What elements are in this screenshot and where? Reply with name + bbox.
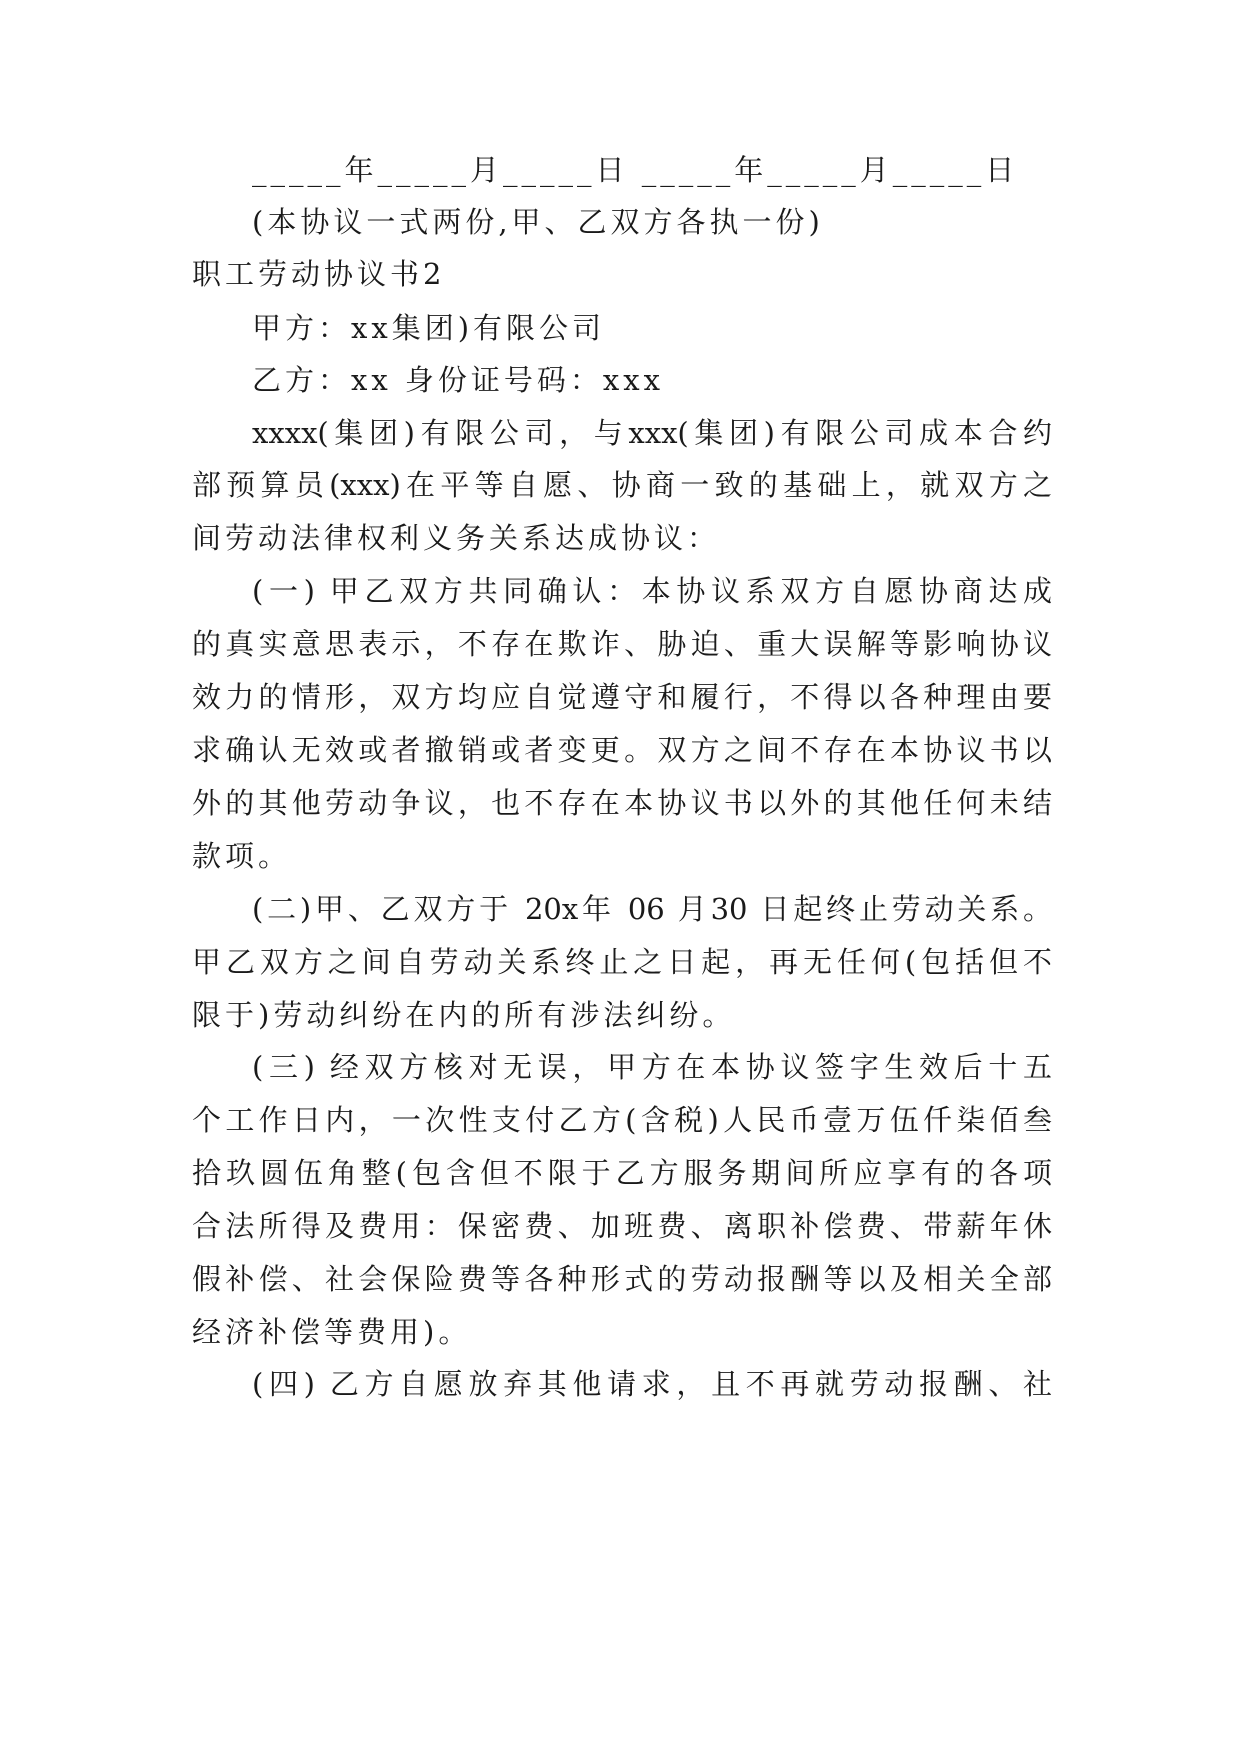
clause-1-line-4: 求确认无效或者撤销或者变更。双方之间不存在本协议书以 xyxy=(192,733,1052,767)
copies-note: (本协议一式两份,甲、乙双方各执一份) xyxy=(252,205,824,239)
clause-1-line-5: 外的其他劳动争议，也不存在本协议书以外的其他任何未结 xyxy=(192,786,1052,820)
intro-line-3: 间劳动法律权利义务关系达成协议： xyxy=(192,521,721,555)
party-b: 乙方：xx 身份证号码：xxx xyxy=(252,363,664,397)
clause-1-line-2: 的真实意思表示，不存在欺诈、胁迫、重大误解等影响协议 xyxy=(192,627,1052,661)
clause-3-line-5: 假补偿、社会保险费等各种形式的劳动报酬等以及相关全部 xyxy=(192,1262,1052,1296)
signature-date-line: _____年_____月_____日 _____年_____月_____日 xyxy=(252,153,1019,187)
clause-3-line-6: 经济补偿等费用)。 xyxy=(192,1315,472,1349)
clause-2-line-1: (二)甲、乙双方于 20x年 06 月30 日起终止劳动关系。 xyxy=(252,892,1052,926)
clause-3-line-1: (三) 经双方核对无误，甲方在本协议签字生效后十五 xyxy=(252,1050,1052,1084)
clause-1-line-3: 效力的情形，双方均应自觉遵守和履行，不得以各种理由要 xyxy=(192,680,1052,714)
clause-3-line-4: 合法所得及费用：保密费、加班费、离职补偿费、带薪年休 xyxy=(192,1209,1052,1243)
clause-2-line-3: 限于)劳动纠纷在内的所有涉法纠纷。 xyxy=(192,998,736,1032)
intro-line-1: xxxx(集团)有限公司，与xxx(集团)有限公司成本合约 xyxy=(252,416,1052,450)
intro-line-2: 部预算员(xxx)在平等自愿、协商一致的基础上，就双方之 xyxy=(192,468,1052,502)
clause-3-line-3: 拾玖圆伍角整(包含但不限于乙方服务期间所应享有的各项 xyxy=(192,1156,1052,1190)
clause-1-line-1: (一) 甲乙双方共同确认：本协议系双方自愿协商达成 xyxy=(252,574,1052,608)
clause-3-line-2: 个工作日内，一次性支付乙方(含税)人民币壹万伍仟柒佰叁 xyxy=(192,1103,1052,1137)
document-title: 职工劳动协议书2 xyxy=(192,257,446,291)
party-a: 甲方：xx集团)有限公司 xyxy=(252,311,606,345)
clause-2-line-2: 甲乙双方之间自劳动关系终止之日起，再无任何(包括但不 xyxy=(192,945,1052,979)
clause-4-line-1: (四) 乙方自愿放弃其他请求，且不再就劳动报酬、社 xyxy=(252,1367,1052,1401)
clause-1-line-6: 款项。 xyxy=(192,839,292,873)
